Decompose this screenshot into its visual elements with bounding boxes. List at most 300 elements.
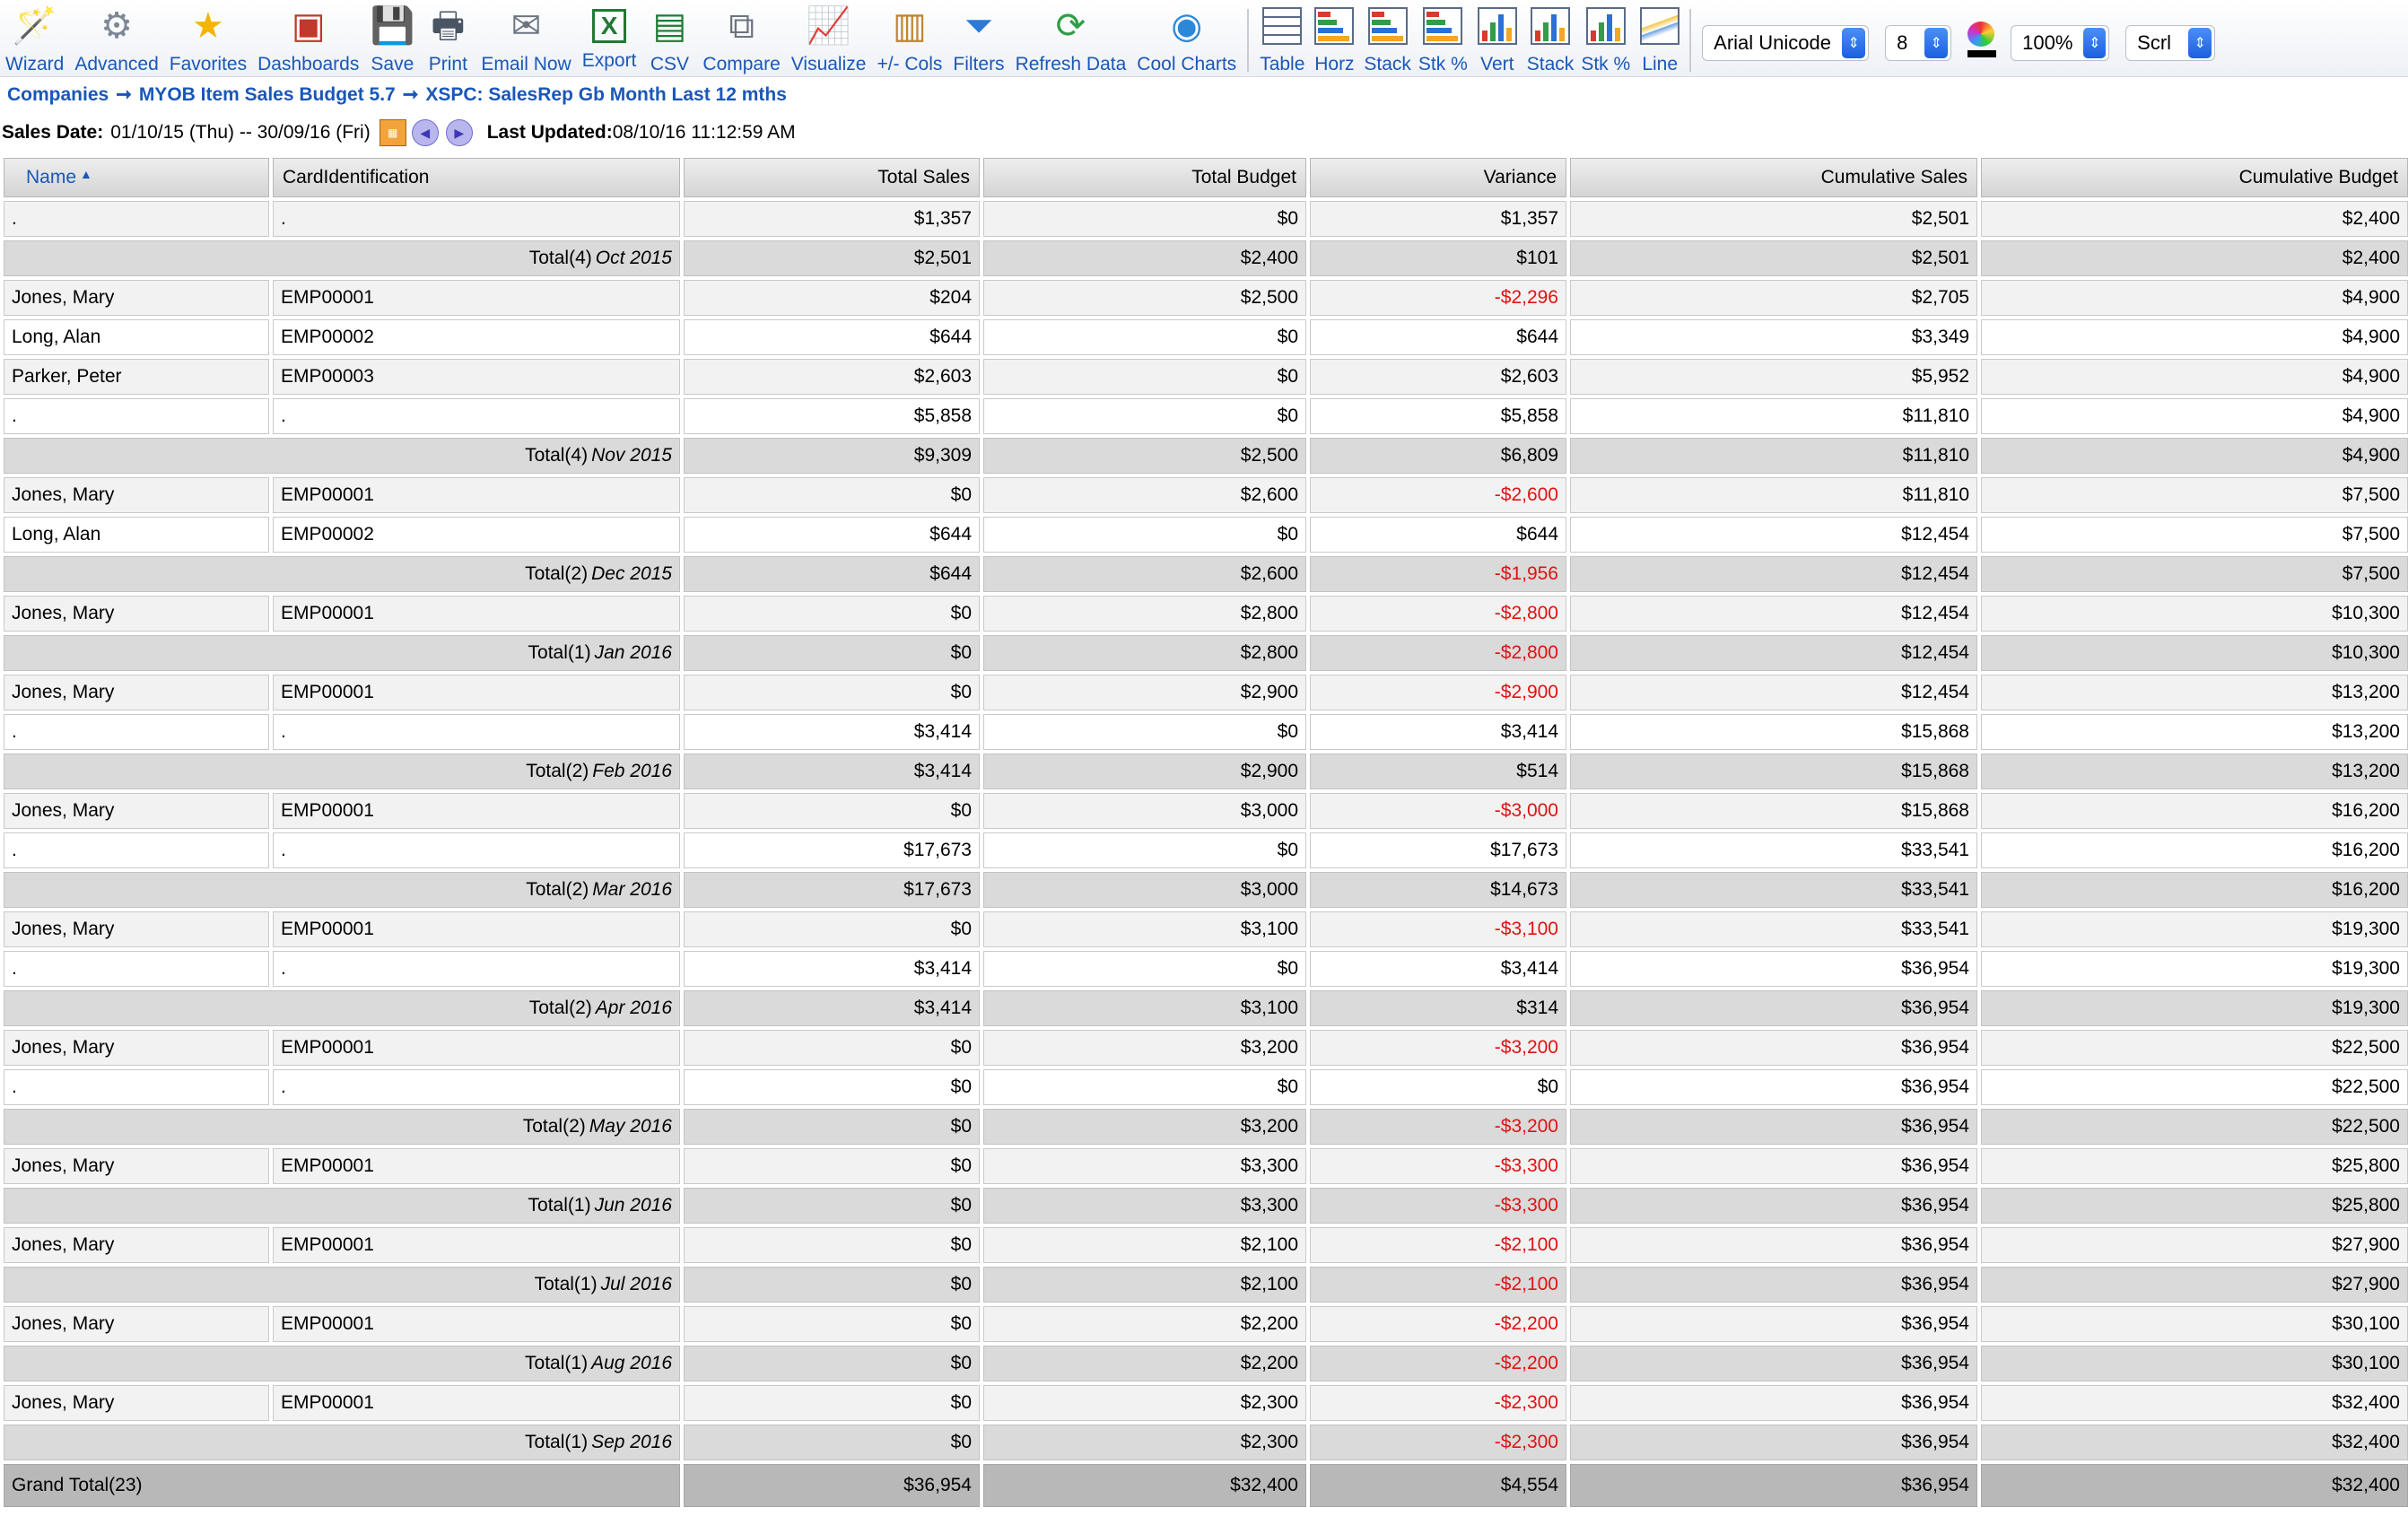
toolbar-button-label: CSV	[650, 54, 689, 74]
subtotal-row	[4, 1425, 2408, 1460]
total-sales-cell: $0	[684, 675, 980, 710]
total-sales-cell: $3,414	[684, 990, 980, 1026]
card-identification-cell: EMP00001	[273, 793, 680, 829]
subtotal-row	[4, 872, 2408, 908]
cumulative-sales-cell: $36,954	[1570, 1267, 1977, 1303]
subtotal-count: Total(4)	[525, 445, 589, 466]
chevron-updown-icon: ⇕	[1924, 28, 1948, 58]
card-identification-cell: EMP00001	[273, 911, 680, 947]
horizontal-bar-icon	[1312, 5, 1357, 47]
toolbar-button-email-now[interactable]	[481, 4, 571, 75]
excel-icon: X	[592, 9, 626, 43]
cumulative-budget-cell: $4,900	[1981, 359, 2408, 395]
total-budget-cell: $2,300	[983, 1425, 1306, 1460]
total-budget-cell: $0	[983, 517, 1306, 553]
total-budget-cell: $3,000	[983, 872, 1306, 908]
column-header-total-sales[interactable]: Total Sales	[684, 158, 980, 197]
card-identification-cell: .	[273, 951, 680, 987]
chevron-updown-icon: ⇕	[1842, 28, 1865, 58]
main-toolbar-group	[5, 4, 1247, 75]
toolbar-button-wizard[interactable]	[5, 4, 64, 75]
cumulative-sales-cell: $36,954	[1570, 951, 1977, 987]
total-sales-cell: $2,501	[684, 240, 980, 276]
name-cell: .	[4, 398, 269, 434]
table-row[interactable]	[4, 477, 2408, 513]
table-row[interactable]	[4, 359, 2408, 395]
toolbar-button-label: Filters	[953, 54, 1005, 74]
table-row[interactable]	[4, 517, 2408, 553]
card-identification-cell: .	[273, 398, 680, 434]
variance-cell: -$3,300	[1310, 1188, 1566, 1224]
variance-cell: -$2,800	[1310, 596, 1566, 632]
cumulative-sales-cell: $12,454	[1570, 675, 1977, 710]
total-budget-cell: $0	[983, 319, 1306, 355]
total-budget-cell: $0	[983, 951, 1306, 987]
grand-variance-cell: $4,554	[1310, 1464, 1566, 1507]
table-row[interactable]	[4, 596, 2408, 632]
card-identification-cell: EMP00001	[273, 596, 680, 632]
total-budget-cell: $2,300	[983, 1385, 1306, 1421]
total-budget-cell: $2,500	[983, 280, 1306, 316]
subtotal-period: Dec 2015	[591, 563, 672, 584]
total-budget-cell: $3,200	[983, 1109, 1306, 1145]
cumulative-budget-cell: $27,900	[1981, 1227, 2408, 1263]
total-budget-cell: $2,100	[983, 1227, 1306, 1263]
cumulative-sales-cell: $36,954	[1570, 1306, 1977, 1342]
variance-cell: -$2,900	[1310, 675, 1566, 710]
toolbar-button-label: Cool Charts	[1137, 54, 1237, 74]
subtotal-row	[4, 1267, 2408, 1303]
variance-cell: -$3,300	[1310, 1148, 1566, 1184]
toolbar-button-favorites[interactable]	[170, 4, 247, 75]
stacked-percent-bar-icon	[1420, 5, 1465, 47]
cumulative-sales-cell: $11,810	[1570, 477, 1977, 513]
cumulative-budget-cell: $7,500	[1981, 517, 2408, 553]
subtotal-period: Jun 2016	[594, 1195, 672, 1216]
card-identification-cell: .	[273, 832, 680, 868]
subtotal-count: Total(2)	[526, 761, 589, 781]
chart-button-stacked-column[interactable]	[1527, 4, 1575, 75]
total-sales-cell: $644	[684, 319, 980, 355]
subtotal-count: Total(4)	[528, 248, 592, 268]
total-sales-cell: $0	[684, 1109, 980, 1145]
chart-button-stacked-percent-bar[interactable]	[1418, 4, 1468, 75]
scroll-select[interactable]	[2125, 25, 2215, 61]
variance-cell: -$2,200	[1310, 1346, 1566, 1381]
cool-charts-icon: ◉	[1171, 6, 1203, 46]
cumulative-sales-cell: $15,868	[1570, 714, 1977, 750]
total-sales-cell: $0	[684, 1188, 980, 1224]
card-identification-cell: EMP00001	[273, 1030, 680, 1066]
font-size-value: 8	[1897, 31, 1908, 54]
subtotal-period: Oct 2015	[595, 248, 672, 268]
column-header-cumulative-budget[interactable]: Cumulative Budget	[1981, 158, 2408, 197]
grand-total-label: Grand Total(23)	[4, 1464, 680, 1507]
toolbar-button-filters[interactable]	[953, 4, 1004, 75]
card-identification-cell: EMP00002	[273, 319, 680, 355]
variance-cell: -$2,296	[1310, 280, 1566, 316]
cumulative-budget-cell: $27,900	[1981, 1267, 2408, 1303]
cumulative-sales-cell: $11,810	[1570, 398, 1977, 434]
cumulative-sales-cell: $36,954	[1570, 1030, 1977, 1066]
cumulative-sales-cell: $3,349	[1570, 319, 1977, 355]
grand-total-row	[4, 1464, 2408, 1507]
cumulative-budget-cell: $4,900	[1981, 438, 2408, 474]
card-identification-cell: EMP00003	[273, 359, 680, 395]
card-identification-cell: EMP00001	[273, 1148, 680, 1184]
total-budget-cell: $2,500	[983, 438, 1306, 474]
total-sales-cell: $0	[684, 477, 980, 513]
variance-cell: $514	[1310, 754, 1566, 789]
table-row[interactable]	[4, 1306, 2408, 1342]
table-row[interactable]	[4, 793, 2408, 829]
name-cell: Jones, Mary	[4, 596, 269, 632]
cumulative-sales-cell: $36,954	[1570, 1069, 1977, 1105]
subtotal-count: Total(1)	[534, 1274, 598, 1294]
cumulative-budget-cell: $30,100	[1981, 1306, 2408, 1342]
cumulative-budget-cell: $22,500	[1981, 1030, 2408, 1066]
cumulative-sales-cell: $12,454	[1570, 556, 1977, 592]
total-sales-cell: $644	[684, 556, 980, 592]
cumulative-budget-cell: $13,200	[1981, 714, 2408, 750]
total-budget-cell: $2,800	[983, 635, 1306, 671]
subtotal-row	[4, 635, 2408, 671]
chart-button-stacked-percent-column[interactable]	[1581, 4, 1630, 75]
cumulative-budget-cell: $2,400	[1981, 201, 2408, 237]
total-sales-cell: $0	[684, 1306, 980, 1342]
subtotal-label-cell	[4, 635, 680, 671]
cumulative-budget-cell: $7,500	[1981, 477, 2408, 513]
name-cell: .	[4, 201, 269, 237]
font-size-select[interactable]	[1885, 25, 1951, 61]
variance-cell: -$2,300	[1310, 1425, 1566, 1460]
cumulative-budget-cell: $2,400	[1981, 240, 2408, 276]
column-header-cumulative-sales[interactable]: Cumulative Sales	[1570, 158, 1977, 197]
total-sales-cell: $644	[684, 517, 980, 553]
total-sales-cell: $3,414	[684, 754, 980, 789]
table-row[interactable]	[4, 714, 2408, 750]
subtotal-count: Total(2)	[526, 879, 589, 900]
subtotal-count: Total(2)	[528, 998, 592, 1018]
variance-cell: $0	[1310, 1069, 1566, 1105]
card-identification-cell: .	[273, 1069, 680, 1105]
cumulative-budget-cell: $4,900	[1981, 280, 2408, 316]
subtotal-row	[4, 1109, 2408, 1145]
chart-button-table[interactable]	[1260, 4, 1304, 75]
table-row[interactable]	[4, 1227, 2408, 1263]
total-budget-cell: $2,900	[983, 675, 1306, 710]
toolbar-button-label: Export	[581, 50, 637, 71]
chart-button-label: Table	[1260, 54, 1305, 74]
gear-icon: ⚙	[100, 6, 133, 46]
total-sales-cell: $0	[684, 1227, 980, 1263]
variance-cell: $314	[1310, 990, 1566, 1026]
chart-button-label: Horz	[1314, 54, 1355, 74]
csv-icon: ▤	[652, 6, 687, 46]
card-identification-cell: EMP00001	[273, 1227, 680, 1263]
card-identification-cell: EMP00001	[273, 675, 680, 710]
name-cell: Jones, Mary	[4, 1385, 269, 1421]
subtotal-period: Nov 2015	[591, 445, 672, 466]
toolbar-button-label: Save	[371, 54, 414, 74]
total-budget-cell: $0	[983, 832, 1306, 868]
name-cell: .	[4, 1069, 269, 1105]
name-cell: .	[4, 951, 269, 987]
total-budget-cell: $2,900	[983, 754, 1306, 789]
card-identification-cell: EMP00001	[273, 477, 680, 513]
total-sales-cell: $0	[684, 635, 980, 671]
toolbar-button-cols[interactable]	[877, 4, 942, 75]
subtotal-count: Total(1)	[528, 1195, 591, 1216]
breadcrumb	[0, 77, 2408, 113]
total-budget-cell: $3,000	[983, 793, 1306, 829]
name-cell: Long, Alan	[4, 319, 269, 355]
visualize-icon: 📈	[806, 6, 851, 46]
variance-cell: $17,673	[1310, 832, 1566, 868]
name-cell: Jones, Mary	[4, 1148, 269, 1184]
subtotal-label-cell	[4, 438, 680, 474]
column-header-total-budget[interactable]: Total Budget	[983, 158, 1306, 197]
table-row[interactable]	[4, 280, 2408, 316]
arrow-right-icon: ➞	[116, 84, 132, 105]
cumulative-sales-cell: $2,501	[1570, 201, 1977, 237]
variance-cell: $2,603	[1310, 359, 1566, 395]
variance-cell: -$2,600	[1310, 477, 1566, 513]
font-select[interactable]	[1702, 25, 1869, 61]
subtotal-count: Total(1)	[525, 1432, 589, 1452]
cumulative-sales-cell: $33,541	[1570, 911, 1977, 947]
cumulative-budget-cell: $30,100	[1981, 1346, 2408, 1381]
name-cell: Jones, Mary	[4, 280, 269, 316]
table-row[interactable]	[4, 1148, 2408, 1184]
total-budget-cell: $0	[983, 201, 1306, 237]
zoom-value: 100%	[2022, 31, 2073, 54]
grand-total-budget-cell: $32,400	[983, 1464, 1306, 1507]
cumulative-sales-cell: $33,541	[1570, 832, 1977, 868]
toolbar-button-save[interactable]	[370, 4, 414, 75]
chart-button-label: Stk %	[1418, 54, 1468, 74]
cumulative-sales-cell: $15,868	[1570, 754, 1977, 789]
subtotal-label-cell	[4, 990, 680, 1026]
variance-cell: $101	[1310, 240, 1566, 276]
toolbar-button-advanced[interactable]	[74, 4, 158, 75]
subtotal-row	[4, 240, 2408, 276]
table-row[interactable]	[4, 1069, 2408, 1105]
cumulative-sales-cell: $36,954	[1570, 1425, 1977, 1460]
color-picker-icon[interactable]	[1967, 22, 1998, 63]
toolbar-button-cool-charts[interactable]	[1137, 4, 1236, 75]
subtotal-count: Total(2)	[522, 1116, 586, 1137]
name-cell: .	[4, 714, 269, 750]
cumulative-budget-cell: $10,300	[1981, 596, 2408, 632]
toolbar-button-label: Dashboards	[257, 54, 360, 74]
toolbar-separator	[1247, 9, 1249, 72]
cumulative-budget-cell: $16,200	[1981, 832, 2408, 868]
cumulative-budget-cell: $25,800	[1981, 1188, 2408, 1224]
total-sales-cell: $204	[684, 280, 980, 316]
chart-button-label: Line	[1642, 54, 1679, 74]
cumulative-budget-cell: $7,500	[1981, 556, 2408, 592]
name-cell: .	[4, 832, 269, 868]
cumulative-budget-cell: $19,300	[1981, 911, 2408, 947]
chevron-updown-icon: ⇕	[2188, 28, 2212, 58]
table-row[interactable]	[4, 1385, 2408, 1421]
total-budget-cell: $2,600	[983, 477, 1306, 513]
subtotal-label-cell	[4, 872, 680, 908]
toolbar-button-export[interactable]	[582, 4, 637, 75]
variance-cell: $6,809	[1310, 438, 1566, 474]
total-budget-cell: $3,300	[983, 1188, 1306, 1224]
filter-icon: ⏷	[964, 6, 993, 46]
total-budget-cell: $2,800	[983, 596, 1306, 632]
breadcrumb-companies[interactable]: Companies	[7, 84, 109, 105]
chart-button-line-chart[interactable]	[1637, 4, 1682, 75]
arrow-right-icon: ➞	[402, 84, 419, 105]
sales-date-label: Sales Date:	[2, 122, 104, 143]
table-row[interactable]	[4, 398, 2408, 434]
variance-cell: -$2,200	[1310, 1306, 1566, 1342]
total-budget-cell: $3,300	[983, 1148, 1306, 1184]
scroll-value: Scrl	[2137, 31, 2172, 54]
wizard-icon: 🪄	[12, 6, 57, 46]
total-sales-cell: $0	[684, 911, 980, 947]
breadcrumb-report[interactable]: XSPC: SalesRep Gb Month Last 12 mths	[425, 84, 787, 105]
calendar-icon[interactable]: ▦	[380, 119, 406, 146]
total-sales-cell: $3,414	[684, 951, 980, 987]
cumulative-budget-cell: $32,400	[1981, 1425, 2408, 1460]
save-icon: 💾	[370, 6, 415, 46]
total-budget-cell: $3,100	[983, 911, 1306, 947]
toolbar-button-label: Advanced	[74, 54, 159, 74]
variance-cell: -$2,100	[1310, 1267, 1566, 1303]
subtotal-row	[4, 754, 2408, 789]
total-sales-cell: $9,309	[684, 438, 980, 474]
table-row[interactable]	[4, 832, 2408, 868]
cumulative-sales-cell: $2,501	[1570, 240, 1977, 276]
variance-cell: -$2,800	[1310, 635, 1566, 671]
font-select-value: Arial Unicode	[1714, 31, 1832, 54]
previous-period-icon[interactable]: ◀	[412, 119, 439, 146]
report-info-bar	[0, 113, 2408, 152]
subtotal-period: Jan 2016	[594, 642, 672, 663]
table-row[interactable]	[4, 911, 2408, 947]
variance-cell: $644	[1310, 517, 1566, 553]
variance-cell: $14,673	[1310, 872, 1566, 908]
cumulative-sales-cell: $2,705	[1570, 280, 1977, 316]
total-budget-cell: $3,100	[983, 990, 1306, 1026]
subtotal-period: May 2016	[589, 1116, 672, 1137]
subtotal-period: Sep 2016	[591, 1432, 672, 1452]
total-sales-cell: $0	[684, 1346, 980, 1381]
toolbar-button-print[interactable]	[425, 4, 470, 75]
total-sales-cell: $0	[684, 1069, 980, 1105]
table-row[interactable]	[4, 675, 2408, 710]
toolbar-button-refresh-data[interactable]	[1016, 4, 1127, 75]
total-sales-cell: $2,603	[684, 359, 980, 395]
cumulative-sales-cell: $36,954	[1570, 1227, 1977, 1263]
chart-toolbar-group	[1260, 4, 1689, 75]
stacked-bar-icon	[1365, 5, 1410, 47]
column-header-variance[interactable]: Variance	[1310, 158, 1566, 197]
toolbar-button-compare[interactable]	[702, 4, 780, 75]
chart-button-label: Stack	[1364, 54, 1411, 74]
subtotal-period: Jul 2016	[600, 1274, 672, 1294]
table-row[interactable]	[4, 951, 2408, 987]
cumulative-budget-cell: $19,300	[1981, 951, 2408, 987]
variance-cell: -$2,300	[1310, 1385, 1566, 1421]
email-icon: ✉	[510, 6, 542, 46]
cumulative-sales-cell: $36,954	[1570, 1346, 1977, 1381]
toolbar-button-label: Visualize	[790, 54, 867, 74]
cumulative-budget-cell: $19,300	[1981, 990, 2408, 1026]
chart-button-horizontal-bar[interactable]	[1312, 4, 1357, 75]
breadcrumb-database[interactable]: MYOB Item Sales Budget 5.7	[138, 84, 396, 105]
subtotal-row	[4, 438, 2408, 474]
cumulative-sales-cell: $36,954	[1570, 1385, 1977, 1421]
card-identification-cell: EMP00002	[273, 517, 680, 553]
total-sales-cell: $17,673	[684, 832, 980, 868]
print-icon: 🖶	[431, 6, 466, 46]
chart-button-label: Vert	[1480, 54, 1514, 74]
sales-date-value: 01/10/15 (Thu) -- 30/09/16 (Fri)	[110, 122, 371, 143]
chart-button-stacked-bar[interactable]	[1364, 4, 1411, 75]
card-identification-cell: EMP00001	[273, 280, 680, 316]
subtotal-label-cell	[4, 1188, 680, 1224]
cumulative-sales-cell: $5,952	[1570, 359, 1977, 395]
subtotal-label-cell	[4, 1425, 680, 1460]
name-cell: Jones, Mary	[4, 675, 269, 710]
name-cell: Jones, Mary	[4, 1227, 269, 1263]
table-header-row	[4, 158, 2408, 197]
subtotal-label-cell	[4, 1109, 680, 1145]
toolbar-button-csv[interactable]	[647, 4, 692, 75]
total-budget-cell: $0	[983, 714, 1306, 750]
table-row[interactable]	[4, 1030, 2408, 1066]
cumulative-budget-cell: $13,200	[1981, 754, 2408, 789]
column-header-card-identification[interactable]: CardIdentification	[273, 158, 680, 197]
chevron-updown-icon: ⇕	[2083, 28, 2106, 58]
next-period-icon[interactable]: ▶	[446, 119, 473, 146]
total-sales-cell: $3,414	[684, 714, 980, 750]
total-budget-cell: $2,200	[983, 1306, 1306, 1342]
chart-button-vertical-bar[interactable]	[1475, 4, 1520, 75]
toolbar-button-label: Compare	[702, 54, 781, 74]
total-budget-cell: $2,400	[983, 240, 1306, 276]
vertical-bar-icon	[1475, 5, 1520, 47]
total-budget-cell: $0	[983, 1069, 1306, 1105]
total-sales-cell: $0	[684, 1148, 980, 1184]
cumulative-budget-cell: $22,500	[1981, 1109, 2408, 1145]
toolbar-button-dashboards[interactable]	[257, 4, 359, 75]
toolbar-button-visualize[interactable]	[791, 4, 867, 75]
total-budget-cell: $2,200	[983, 1346, 1306, 1381]
zoom-select[interactable]	[2011, 25, 2109, 61]
variance-cell: -$3,200	[1310, 1030, 1566, 1066]
refresh-icon: ⟳	[1055, 6, 1086, 46]
column-header-name[interactable]	[4, 158, 269, 197]
stacked-percent-column-icon	[1584, 5, 1628, 47]
cumulative-budget-cell: $32,400	[1981, 1385, 2408, 1421]
card-identification-cell: .	[273, 714, 680, 750]
subtotal-label-cell	[4, 1346, 680, 1381]
cumulative-budget-cell: $16,200	[1981, 793, 2408, 829]
table-row[interactable]	[4, 319, 2408, 355]
table-row[interactable]	[4, 201, 2408, 237]
name-cell: Long, Alan	[4, 517, 269, 553]
total-sales-cell: $1,357	[684, 201, 980, 237]
cumulative-sales-cell: $36,954	[1570, 990, 1977, 1026]
total-budget-cell: $0	[983, 398, 1306, 434]
